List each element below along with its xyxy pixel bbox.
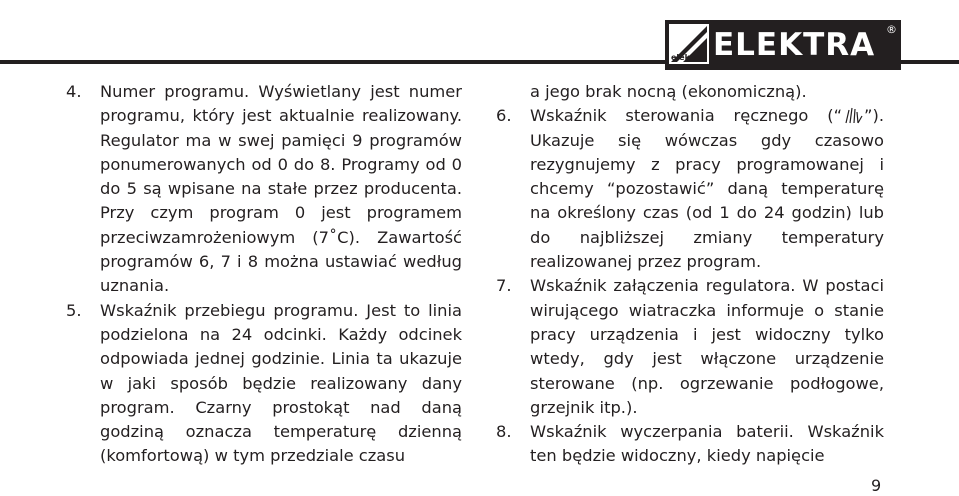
hand-icon: [842, 106, 864, 124]
item-number: 5.: [66, 300, 82, 320]
list-item-6: [496, 104, 884, 274]
item-text-before: Wskaźnik sterowania ręcznego (“: [530, 106, 843, 126]
registered-mark: ®: [886, 23, 897, 36]
item-number: 4.: [66, 82, 82, 101]
list-item-4: [66, 80, 462, 299]
item-text: Wskaźnik załączenia regulatora. W postaci wirującego wiatraczka informuje o stanie pracy urządzenia i jest widoczny tylko wtedy, gdy jest włączone urządzenie sterowane (np. ogrzewanie podłogowe, grzejnik itp.).: [530, 276, 884, 417]
brand-logo: [665, 20, 901, 70]
left-column: [66, 80, 462, 469]
page-number: 9: [871, 476, 882, 495]
right-column: [496, 80, 884, 469]
list-item-5: [66, 299, 462, 469]
item-text: Numer programu. Wyświetlany jest numer programu, który jest aktualnie realizowany. Regulator ma w swej pamięci 9 programów ponumerowanych od 0 do 8. Programy od 0 do 5 są wpisane na stałe przez producenta. Przy czym program 0 jest programem przeciwzamrożeniowym (7˚C). Zawartość programów 6, 7 i 8 można ustawiać według uznania.: [100, 82, 462, 296]
brand-name: ELEKTRA: [713, 27, 876, 63]
list-item-8: [496, 420, 884, 469]
item-number: 6.: [496, 106, 512, 126]
item-number: 7.: [496, 276, 512, 296]
continuation-text: a jego brak nocną (ekonomiczną).: [530, 82, 807, 101]
list-item-7: [496, 274, 884, 420]
item-text: Wskaźnik przebiegu programu. Jest to linia podzielona na 24 odcinki. Każdy odcinek odpowiada jednej godzinie. Linia ta ukazuje w jaki sposób będzie realizowany dany program. Czarny prostokąt nad daną godziną oznacza temperaturę dzienną (komfortową) w tym przedziale czasu: [100, 300, 462, 466]
brand-small-text: elektra: [671, 53, 704, 62]
item-text-after: ”). Ukazuje się wówczas gdy czasowo rezygnujemy z pracy programowanej i chcemy “pozostawić” daną temperaturę na określony czas (od 1 do 24 godzin) lub do najbliższej zmiany temperatury realizowanej przez program.: [530, 106, 884, 272]
item-number: 8.: [496, 422, 512, 442]
item-text: Wskaźnik wyczerpania baterii. Wskaźnik ten będzie widoczny, kiedy napięcie: [530, 422, 884, 466]
